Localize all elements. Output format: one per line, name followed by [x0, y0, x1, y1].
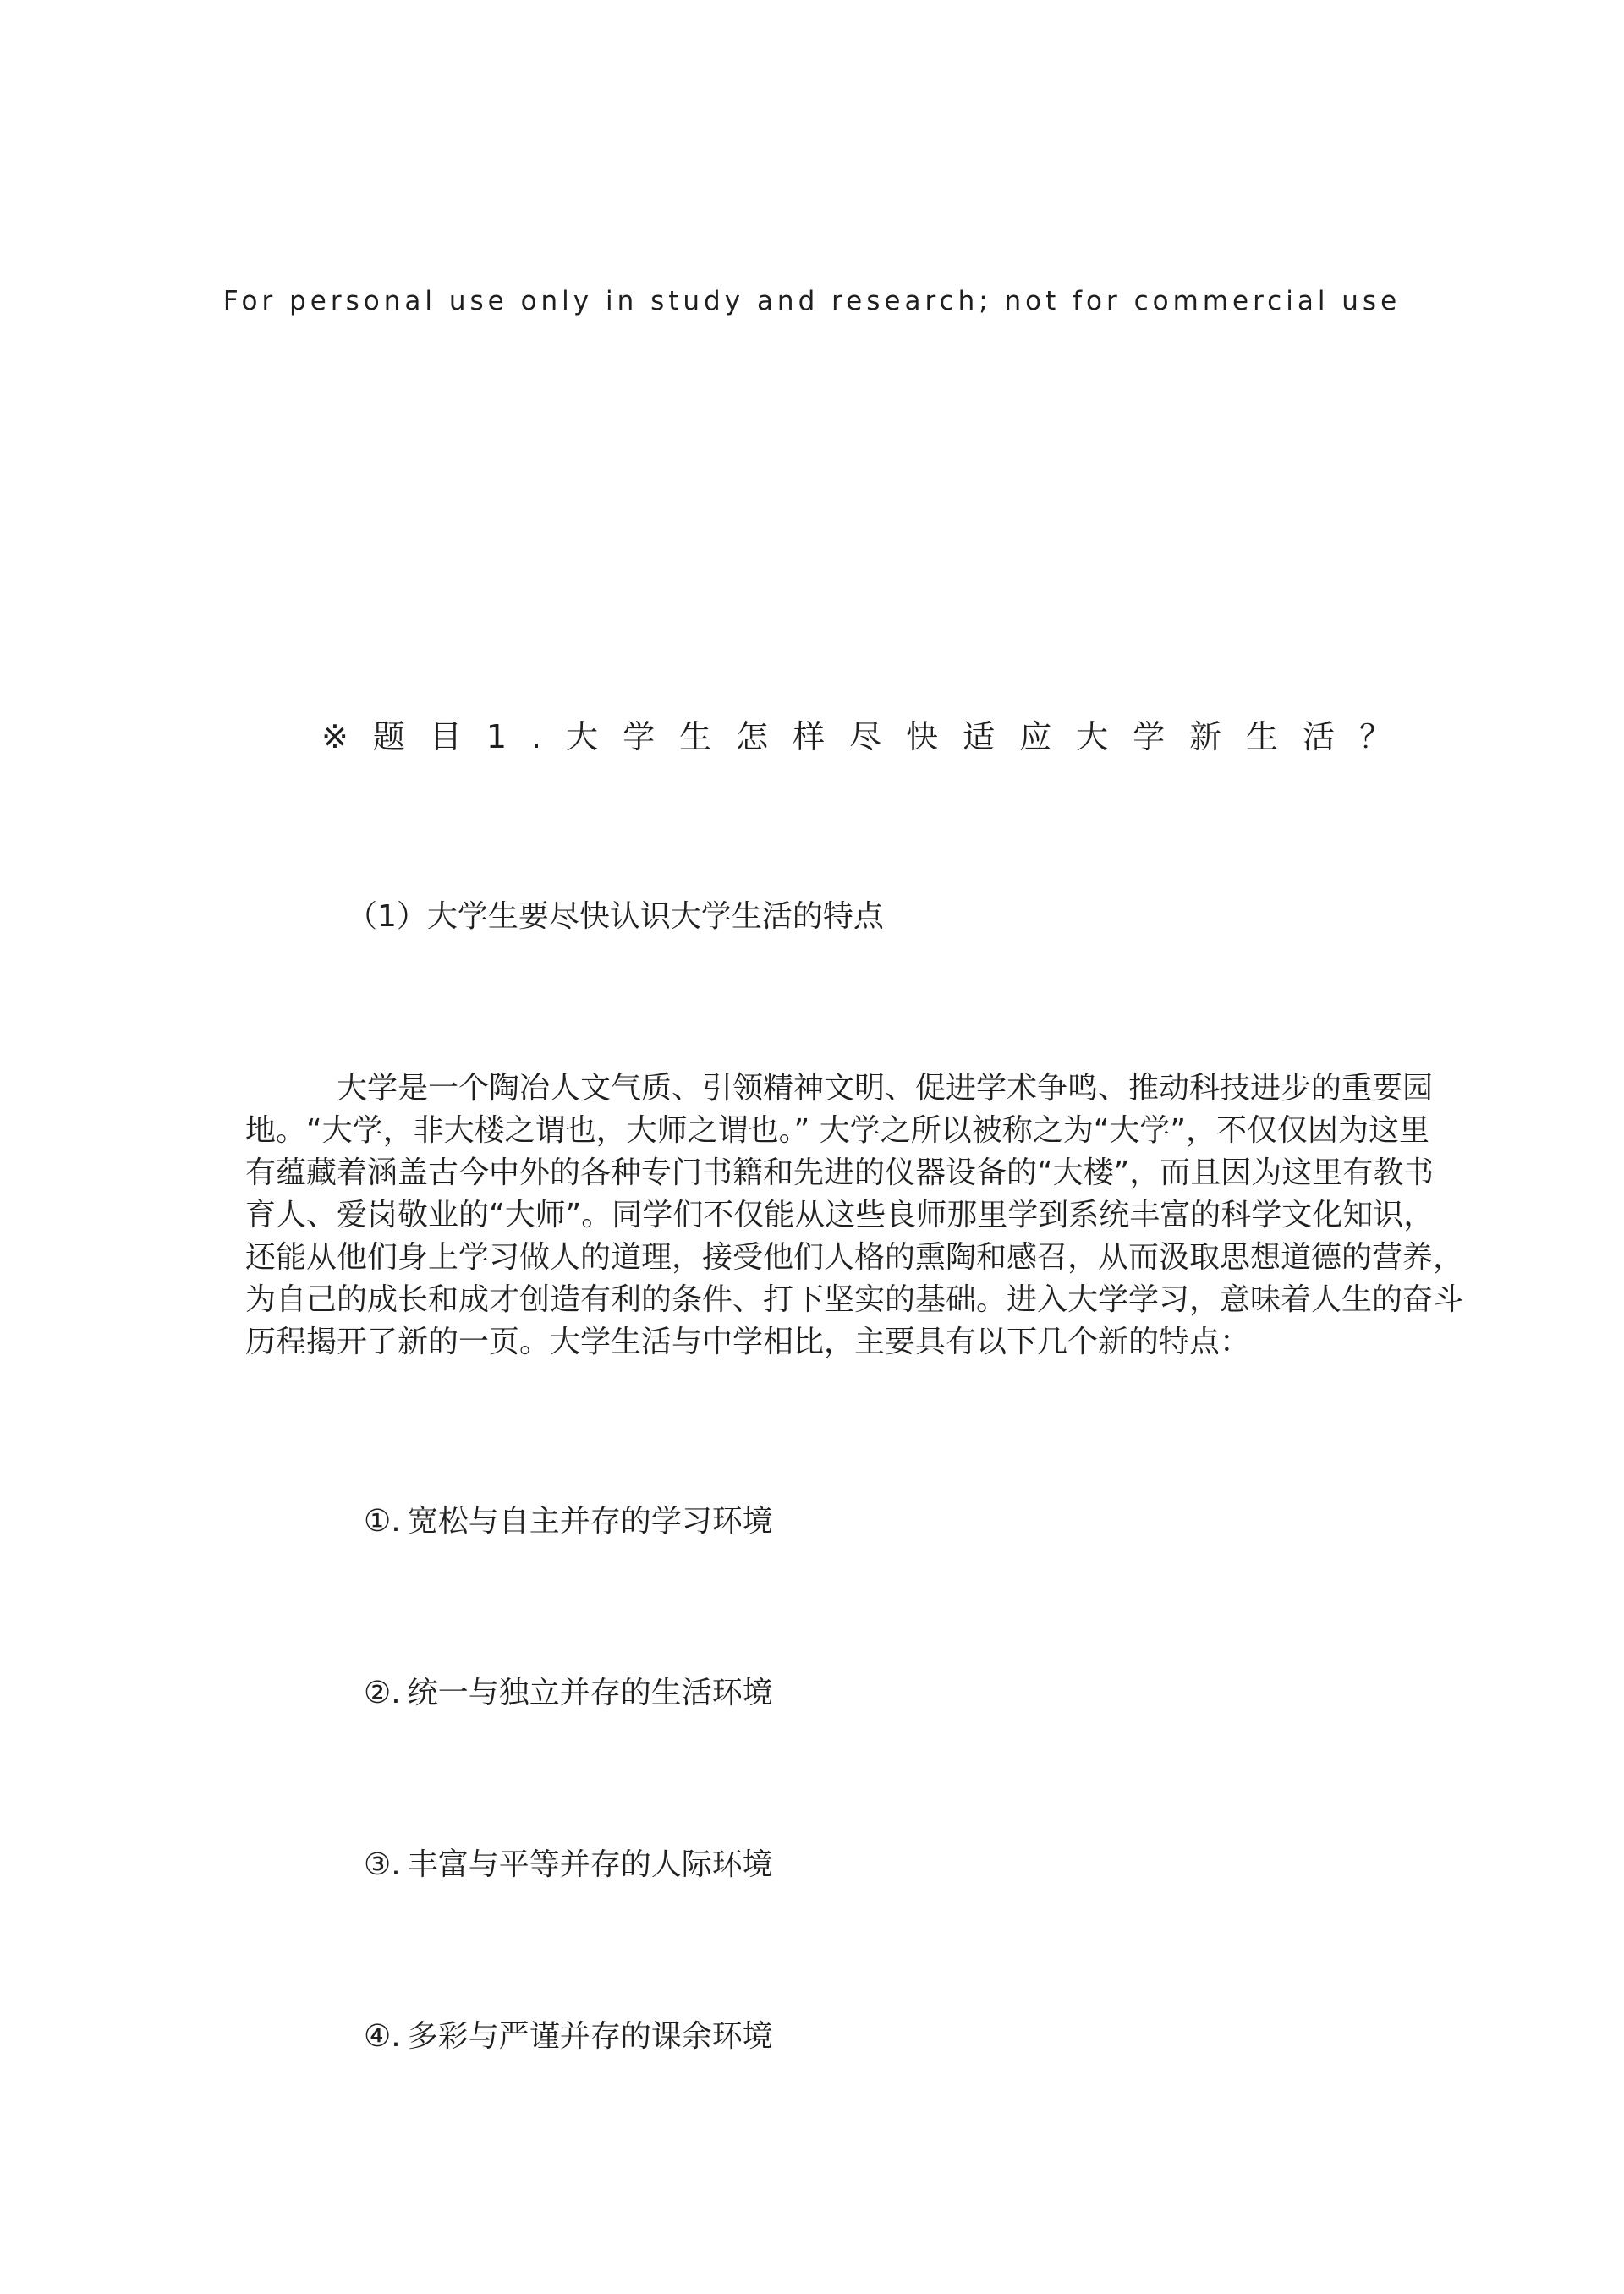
question-title: ※题目1.大学生怎样尽快适应大学新生活？	[321, 718, 1417, 755]
section-heading: （1）大学生要尽快认识大学生活的特点	[347, 899, 884, 934]
list-item	[364, 1497, 773, 1540]
paragraph-line: 为自己的成长和成才创造有利的条件、打下坚实的基础。进入大学学习，意味着人生的奋斗	[245, 1282, 1464, 1317]
paragraph-line: 历程揭开了新的一页。大学生活与中学相比，主要具有以下几个新的特点：	[245, 1325, 1251, 1359]
list-marker: ②.	[364, 1676, 401, 1710]
paragraph-line: 育人、爱岗敬业的“大师”。同学们不仅能从这些良师那里学到系统丰富的科学文化知识，	[245, 1198, 1435, 1232]
list-item	[364, 2012, 773, 2055]
list-item-text: 宽松与自主并存的学习环境	[407, 1504, 773, 1539]
list-marker: ④.	[364, 2019, 401, 2054]
body-paragraph	[245, 1067, 1464, 1364]
paragraph-line: 大学是一个陶冶人文气质、引领精神文明、促进学术争鸣、推动科技进步的重要园	[337, 1071, 1434, 1106]
list-item-text: 丰富与平等并存的人际环境	[407, 1847, 773, 1882]
list-item-text: 统一与独立并存的生活环境	[407, 1676, 773, 1710]
list-item-text: 多彩与严谨并存的课余环境	[407, 2019, 773, 2054]
paragraph-line: 还能从他们身上学习做人的道理，接受他们人格的熏陶和感召，从而汲取思想道德的营养，	[245, 1240, 1464, 1275]
paragraph-line: 有蕴藏着涵盖古今中外的各种专门书籍和先进的仪器设备的“大楼”，而且因为这里有教书	[245, 1155, 1435, 1190]
list-marker: ③.	[364, 1847, 401, 1882]
list-item	[364, 1841, 773, 1884]
paragraph-line: 地。“大学，非大楼之谓也，大师之谓也。” 大学之所以被称之为“大学”，不仅仅因为这里	[245, 1113, 1430, 1148]
list-marker: ①.	[364, 1504, 401, 1539]
usage-notice: For personal use only in study and research; not for commercial use	[222, 286, 1402, 316]
list-item	[364, 1669, 773, 1712]
